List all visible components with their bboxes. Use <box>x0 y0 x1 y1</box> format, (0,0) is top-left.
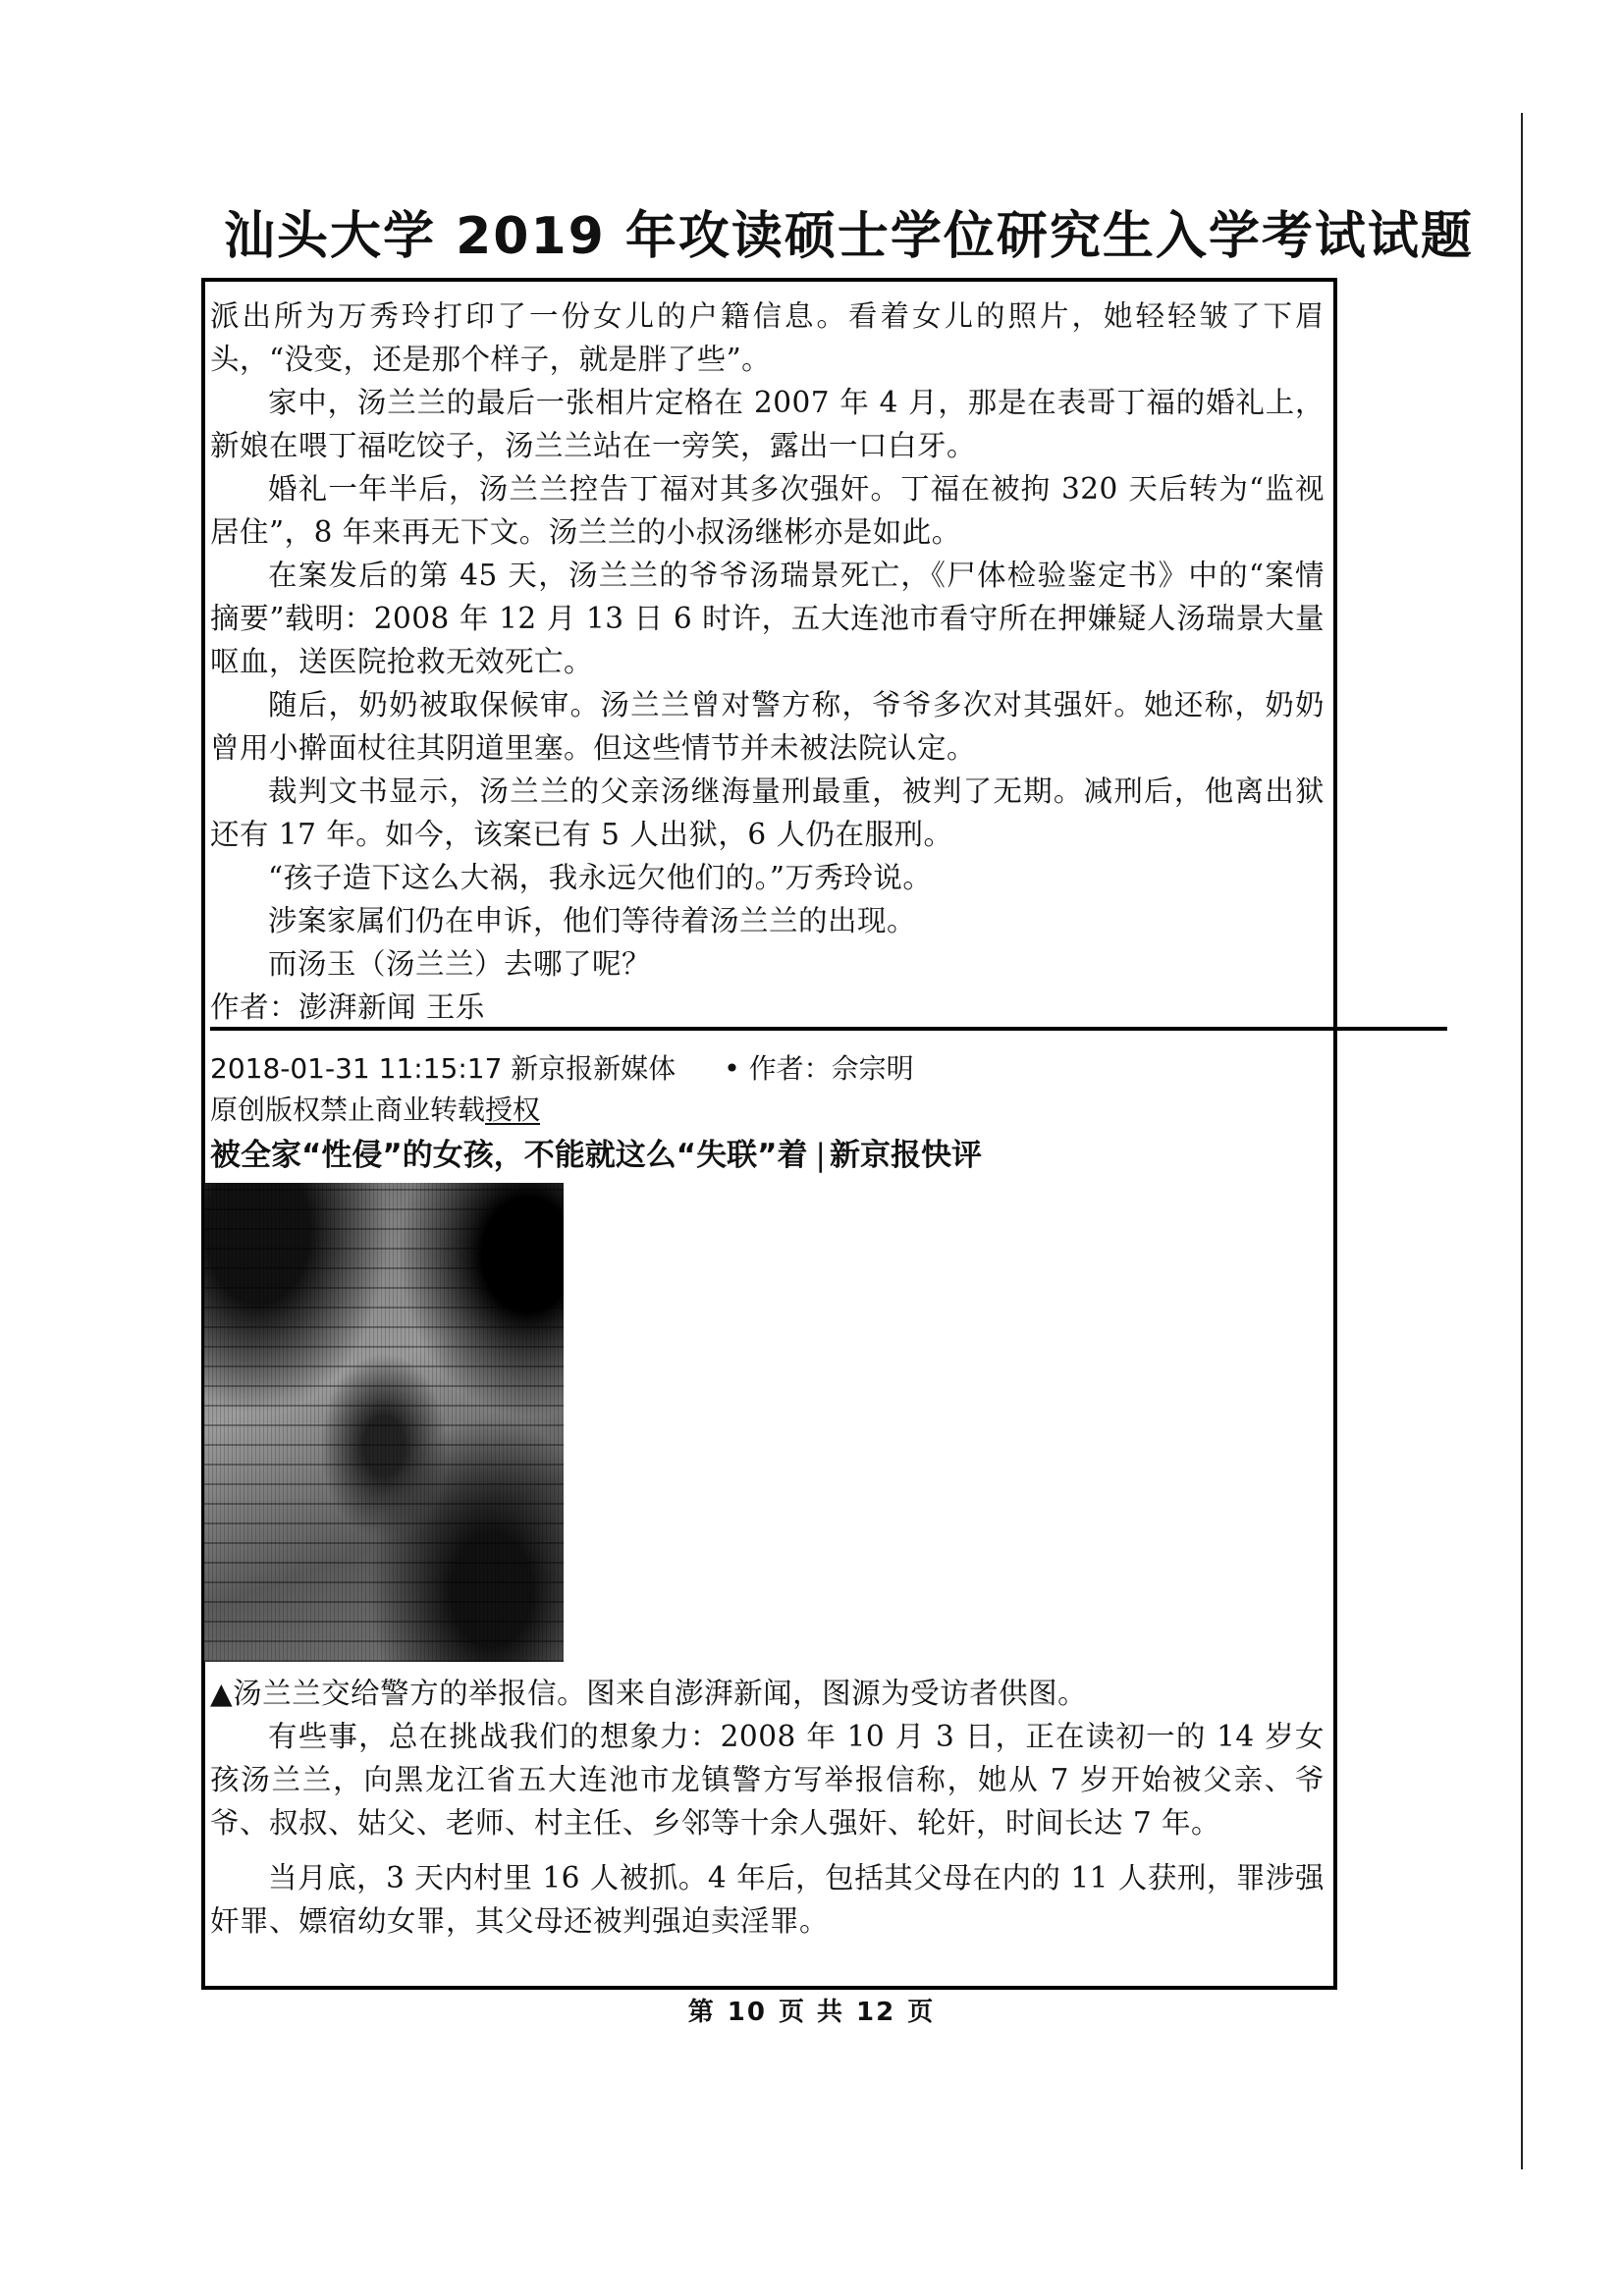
headline-divider: | <box>815 1138 826 1173</box>
page-suffix: 页 <box>907 1998 936 2027</box>
paragraph: 而汤玉（汤兰兰）去哪了呢？ <box>268 947 652 981</box>
paragraph: 婚礼一年半后，汤兰兰控告丁福对其多次强奸。丁福在被拘 320 天后转为“监视居住”，8 年来再无下文。汤兰兰的小叔汤继彬亦是如此。 <box>210 472 1325 549</box>
copyright-text: 原创版权禁止商业转载 <box>210 1094 486 1126</box>
paragraph: 随后，奶奶被取保候审。汤兰兰曾对警方称，爷爷多次对其强奸。她还称，奶奶曾用小擀面杖往其阴道里塞。但这些情节并未被法院认定。 <box>210 688 1325 765</box>
page-total: 12 <box>856 1998 896 2027</box>
page-number <box>0 1993 1623 2032</box>
copyright-notice <box>210 1090 540 1131</box>
paragraph: “孩子造下这么大祸，我永远欠他们的。”万秀玲说。 <box>268 861 933 894</box>
paragraph: 当月底，3 天内村里 16 人被抓。4 年后，包括其父母在内的 11 人获刑，罪涉强奸罪、嫖宿幼女罪，其父母还被判强迫卖淫罪。 <box>210 1861 1325 1938</box>
author-line: 作者：澎湃新闻 王乐 <box>210 990 485 1024</box>
paragraph: 家中，汤兰兰的最后一张相片定格在 2007 年 4 月，那是在表哥丁福的婚礼上，新娘在喂丁福吃饺子，汤兰兰站在一旁笑，露出一口白牙。 <box>210 386 1325 462</box>
article1-body <box>210 294 1325 1029</box>
paragraph: 涉案家属们仍在申诉，他们等待着汤兰兰的出现。 <box>268 904 917 937</box>
authorize-link[interactable]: 授权 <box>485 1094 541 1126</box>
headline-column: 新京报快评 <box>829 1138 982 1173</box>
paragraph: 在案发后的第 45 天，汤兰兰的爷爷汤瑞景死亡，《尸体检验鉴定书》中的“案情摘要”载明：2008 年 12 月 13 日 6 时许，五大连池市看守所在押嫌疑人汤瑞景大量呕血，送医院抢救无效死亡。 <box>210 559 1325 678</box>
report-letter-photo <box>204 1183 564 1662</box>
photo-caption: ▲汤兰兰交给警方的举报信。图来自澎湃新闻，图源为受访者供图。 <box>210 1677 1088 1710</box>
scan-edge-line <box>1521 113 1523 2169</box>
article-author: • 作者：佘宗明 <box>724 1052 914 1085</box>
page-prefix: 第 <box>687 1998 716 2027</box>
page-current: 10 <box>727 1998 767 2027</box>
paragraph: 有些事，总在挑战我们的想象力：2008 年 10 月 3 日，正在读初一的 14 岁女孩汤兰兰，向黑龙江省五大连池市龙镇警方写举报信称，她从 7 岁开始被父亲、爷爷、叔叔、姑父、老师、村主任、乡邻等十余人强奸、轮奸，时间长达 7 年。 <box>210 1720 1325 1840</box>
paragraph: 派出所为万秀玲打印了一份女儿的户籍信息。看着女儿的照片，她轻轻皱了下眉头，“没变，还是那个样子，就是胖了些”。 <box>210 299 1325 376</box>
article2-headline <box>210 1133 982 1178</box>
paragraph: 裁判文书显示，汤兰兰的父亲汤继海量刑最重，被判了无期。减刑后，他离出狱还有 17 年。如今，该案已有 5 人出狱，6 人仍在服刑。 <box>210 774 1325 851</box>
publish-datetime: 2018-01-31 11:15:17 <box>210 1052 503 1085</box>
headline-title: 被全家“性侵”的女孩，不能就这么“失联”着 <box>210 1138 808 1173</box>
page-mid: 页 共 <box>778 1998 845 2027</box>
exam-title: 汕头大学 2019 年攻读硕士学位研究生入学考试试题 <box>224 207 1474 266</box>
article2-meta <box>210 1048 914 1090</box>
publish-source: 新京报新媒体 <box>511 1052 676 1085</box>
article2-body <box>210 1672 1325 1943</box>
section-divider <box>210 1027 1447 1031</box>
